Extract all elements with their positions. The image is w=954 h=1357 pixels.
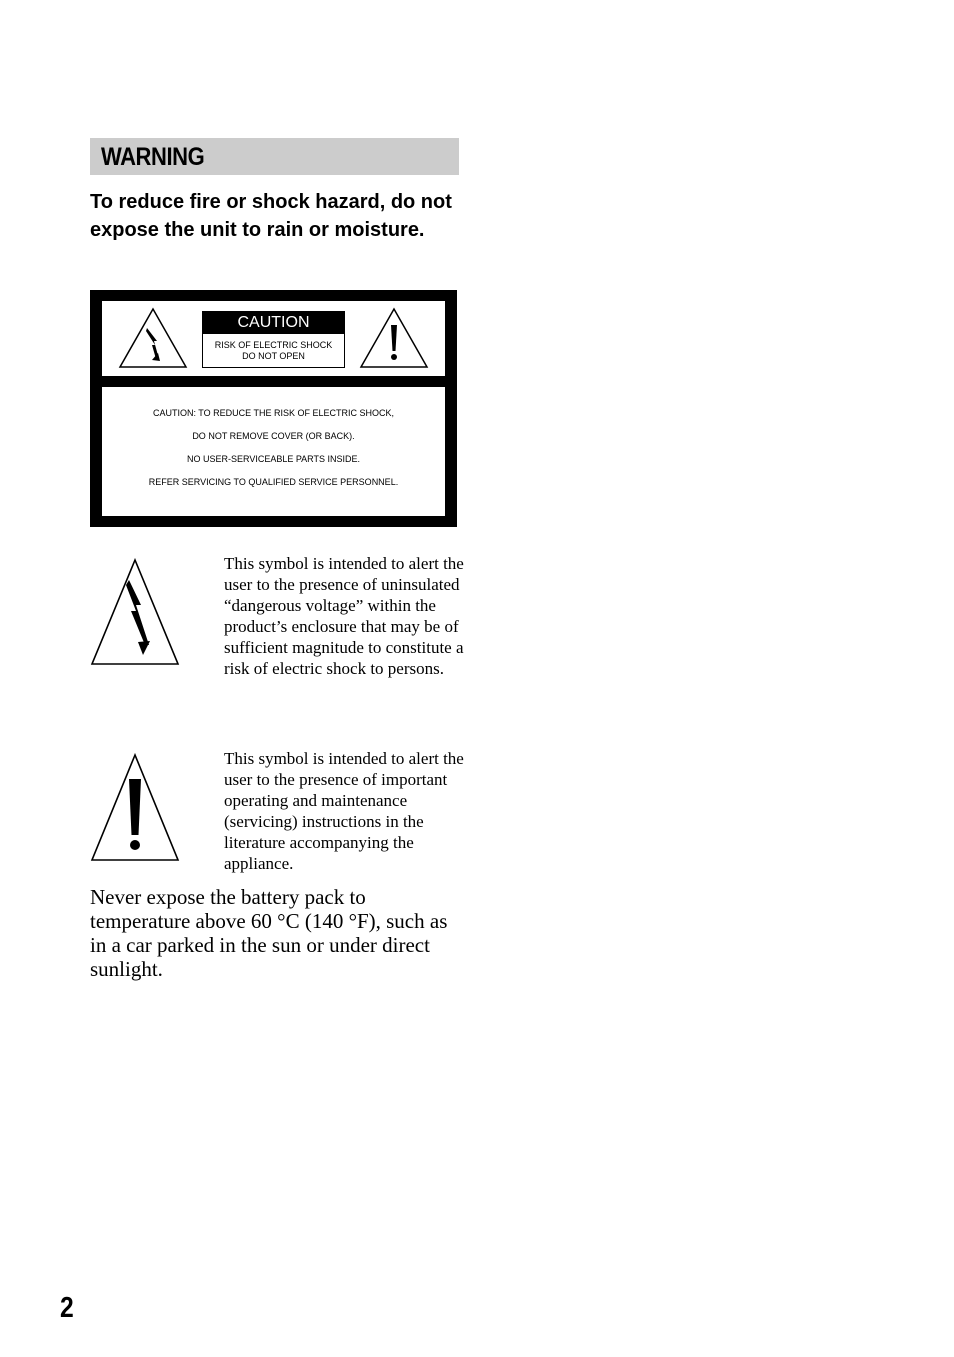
lightning-icon: [90, 558, 180, 666]
caution-bottom-panel: [102, 387, 445, 516]
exclamation-icon: [90, 753, 180, 863]
caution-top-panel: [102, 301, 445, 376]
caution-instruction-line: DO NOT REMOVE COVER (OR BACK).: [192, 431, 355, 441]
warning-lead-text: To reduce fire or shock hazard, do not expose the unit to rain or moisture.: [90, 191, 452, 241]
caution-label-sub: [203, 340, 344, 362]
exclamation-icon: [361, 309, 427, 367]
caution-instruction-line: CAUTION: TO REDUCE THE RISK OF ELECTRIC SHOCK,: [152, 408, 395, 418]
caution-instruction-line: REFER SERVICING TO QUALIFIED SERVICE PERSONNEL.: [148, 477, 399, 487]
warning-title: WARNING: [101, 143, 205, 171]
warning-header: [90, 138, 459, 175]
lightning-symbol-description: This symbol is intended to alert the user to the presence of uninsulated “dangerous voltage” within the product’s enclosure that may be of sufficient magnitude to constitute a risk of electric shock to persons.: [224, 554, 464, 678]
caution-label: [202, 311, 345, 368]
caution-label-heading: CAUTION: [203, 312, 344, 334]
caution-label-line: DO NOT OPEN: [242, 351, 305, 361]
exclamation-symbol-description: This symbol is intended to alert the user to the presence of important operating and maintenance (servicing) instructions in the literature accompanying the appliance.: [224, 749, 464, 873]
caution-instruction-line: NO USER-SERVICEABLE PARTS INSIDE.: [186, 454, 361, 464]
caution-label-line: RISK OF ELECTRIC SHOCK: [214, 340, 333, 350]
caution-instructions: [102, 407, 445, 499]
caution-box: [90, 290, 457, 527]
lightning-icon: [120, 309, 186, 367]
battery-note: Never expose the battery pack to temperature above 60 °C (140 °F), such as in a car parked in the sun or under direct sunlight.: [90, 885, 448, 981]
page-number: 2: [60, 1292, 74, 1324]
